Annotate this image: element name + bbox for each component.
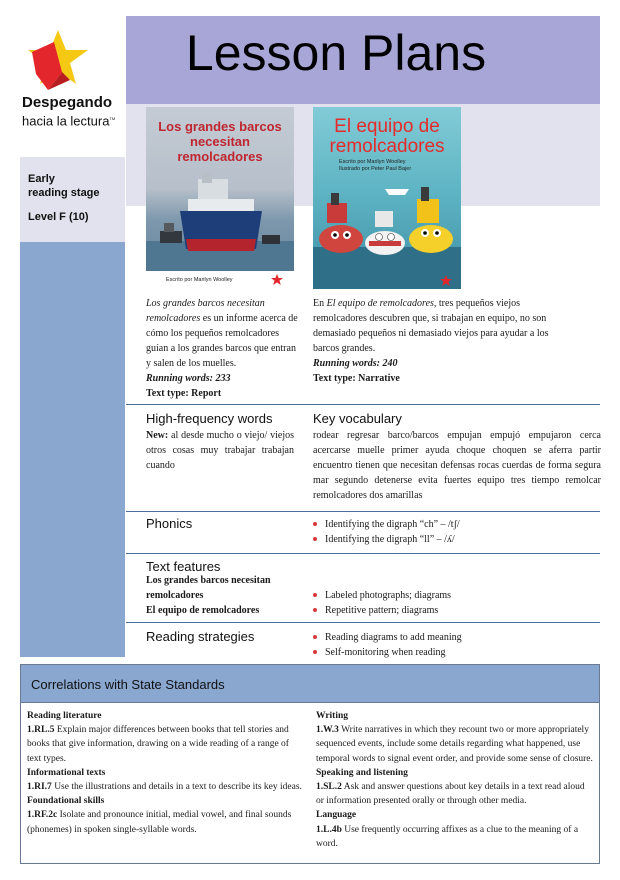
book-1-description: Los grandes barcos necesitan remolcadores es un informe acerca de cómo los pequeños remolcadores guían a los grandes barcos que entran y salen de los muelles. Running words: 233 Text type: Report xyxy=(146,298,298,399)
cover-2-logo-icon xyxy=(439,275,453,287)
standards-right-column xyxy=(316,709,594,851)
standards-box xyxy=(20,664,600,864)
text-features-heading: Text features xyxy=(146,559,221,574)
book-1-running-words: Running words: 233 xyxy=(146,373,231,384)
strategy-item: Self-monitoring when reading xyxy=(313,645,593,660)
phonics-item: Identifying the digraph “ch” – /tʃ/ xyxy=(313,517,593,532)
logo-wordmark xyxy=(22,94,115,128)
book-2-text-type: Text type: Narrative xyxy=(313,373,400,384)
reading-stage: Early reading stage xyxy=(28,173,100,199)
divider-3 xyxy=(126,553,600,554)
tugboat-white xyxy=(365,211,405,255)
text-features-book-1: Los grandes barcos necesitan remolcadores xyxy=(146,575,271,601)
text-features-book-2: El equipo de remolcadores xyxy=(146,605,260,616)
book-2-running-words: Running words: 240 xyxy=(313,358,398,369)
strategy-item: Reading diagrams to add meaning xyxy=(313,630,593,645)
standard-section: Informational texts xyxy=(27,767,106,778)
standard-item: 1.SL.2 Ask and answer questions about key details in a text read aloud or information presented orally or through other media. xyxy=(316,782,585,807)
cover-2-title: El equipo de remolcadores xyxy=(329,116,445,157)
cover-1-title: Los grandes barcos necesitan remolcadores xyxy=(158,119,282,164)
standard-section: Language xyxy=(316,810,357,821)
standard-section: Writing xyxy=(316,711,349,721)
standard-item: 1.W.3 Write narratives in which they recount two or more appropriately sequenced events, include some details regarding what happened, use temporal words to signal event order, and provide some sense of closure. xyxy=(316,725,593,764)
standards-header xyxy=(21,665,599,703)
standards-left-column xyxy=(27,709,303,837)
standard-section: Speaking and listening xyxy=(316,767,408,778)
cover-1-author: Escrito por Marilyn Woolley xyxy=(166,277,233,283)
standard-item: 1.RF.2c Isolate and pronounce initial, medial vowel, and final sounds (phonemes) in spoken single-syllable words. xyxy=(27,810,292,835)
divider-4 xyxy=(126,622,600,623)
divider-1 xyxy=(126,404,600,405)
hfw-list: New: al desde mucho o viejo/ viejos otros cosas muy trabajar trabajan cuando xyxy=(146,430,294,471)
reading-level: Level F (10) xyxy=(28,211,89,223)
page-title: Lesson Plans xyxy=(185,25,487,81)
standards-heading: Correlations with State Standards xyxy=(31,677,225,692)
logo-line-1: Despegando xyxy=(22,94,113,111)
tugboats-illustration xyxy=(313,177,461,289)
divider-2 xyxy=(126,511,600,512)
tugboat-red xyxy=(319,193,363,253)
vocab-heading: Key vocabulary xyxy=(313,411,402,426)
text-feature-item: Labeled photographs; diagrams xyxy=(313,588,593,603)
book-2-description: En El equipo de remolcadores, tres pequeños viejos remolcadores descubren que, si trabajan en equipo, no son demasiado pequeños ni demasiado viejos para ayudar a los barcos grandes. Running words: 240 Text type: Narrative xyxy=(313,296,561,386)
phonics-item: Identifying the digraph “ll” – /ʎ/ xyxy=(313,532,593,547)
book-1-text-type: Text type: Report xyxy=(146,388,222,399)
standard-item: 1.RI.7 Use the illustrations and details in a text to describe its key ideas. xyxy=(27,782,302,793)
hfw-heading: High-frequency words xyxy=(146,411,273,426)
phonics-list xyxy=(313,517,593,547)
ship-illustration xyxy=(146,171,294,271)
text-features-books xyxy=(146,573,296,618)
standard-section: Foundational skills xyxy=(27,796,105,807)
book-cover-1 xyxy=(146,107,294,289)
logo-line-2: hacia la lectura™ xyxy=(22,113,116,129)
logo-tm: TM xyxy=(109,116,116,121)
text-feature-item: Repetitive pattern; diagrams xyxy=(313,603,593,618)
cover-2-author: Escrito por Marilyn Woolley Ilustrado por Peter Paul Bajer xyxy=(339,159,412,172)
standard-item: 1.RL.5 Explain major differences between books that tell stories and books that give information, drawing on a wide reading of a range of text types. xyxy=(27,725,289,764)
phonics-heading: Phonics xyxy=(146,516,193,531)
vocab-list: rodear regresar barco/barcos empujan empujó empujaron cerca acercarse muelle primer ayuda choque choquen se aferra partir encuentro tienen que necesitan defensas rocas cuerdas de forma segura mar segundo detenerse evita fuertes equipo tres tiempo remolcar remolcadores dos amarillas xyxy=(313,430,601,501)
standard-item: 1.L.4b Use frequently occurring affixes as a clue to the meaning of a word. xyxy=(316,824,579,849)
standard-section: Reading literature xyxy=(27,711,102,721)
tugboat-yellow xyxy=(409,187,453,253)
logo-star-icon xyxy=(18,26,108,98)
strategies-list xyxy=(313,630,593,660)
book-cover-2 xyxy=(313,107,461,289)
text-features-list xyxy=(313,588,593,618)
strategies-heading: Reading strategies xyxy=(146,629,255,644)
cover-1-logo-icon xyxy=(270,274,284,286)
